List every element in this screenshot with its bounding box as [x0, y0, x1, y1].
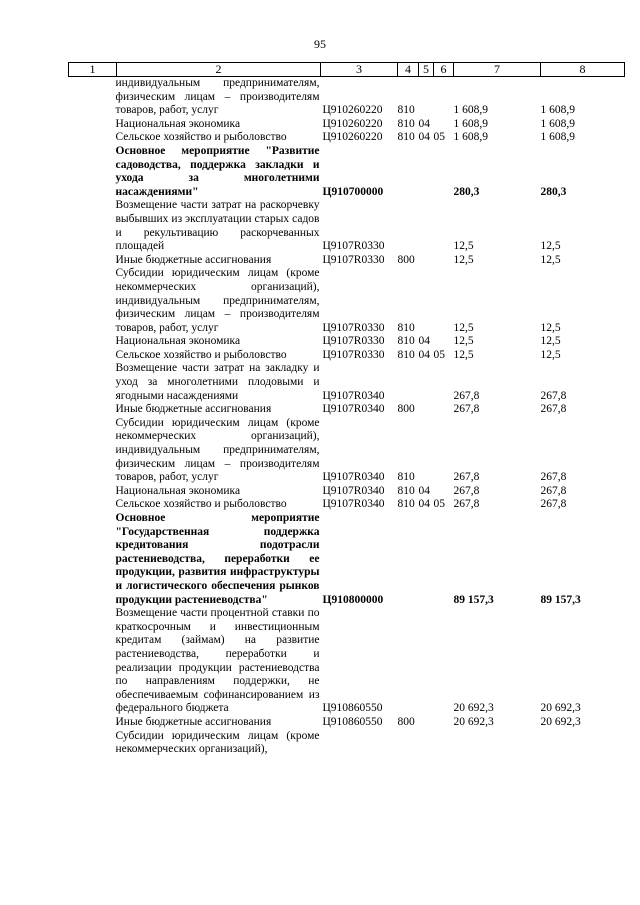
table-body [69, 77, 625, 757]
row-col6 [434, 403, 454, 417]
row-value-col8: 20 692,3 [540, 715, 581, 728]
row-code: Ц9107R0330 [322, 335, 385, 348]
row-col6 [434, 716, 454, 730]
table-row [69, 254, 625, 268]
table-row [69, 335, 625, 349]
row-name: Иные бюджетные ассигнования [115, 253, 272, 266]
table-row [69, 267, 625, 335]
row-col4: 810 [397, 131, 415, 144]
row-col4: 810 [397, 471, 415, 484]
table-row [69, 349, 625, 363]
row-value-col7: 280,3 [453, 185, 480, 198]
row-col6 [434, 335, 454, 349]
table-row [69, 403, 625, 417]
row-code: Ц910260220 [322, 104, 383, 117]
row-value-col8: 280,3 [540, 185, 567, 198]
row-col5 [419, 254, 434, 268]
table-row [69, 716, 625, 730]
row-col5: 04 [418, 131, 430, 144]
column-header-6: 6 [434, 63, 454, 77]
row-code: Ц910700000 [322, 185, 384, 198]
table-row [69, 607, 625, 716]
table-row [69, 362, 625, 403]
row-col4 [398, 512, 419, 607]
row-value-col7: 12,5 [453, 240, 474, 253]
row-name: Субсидии юридическим лицам (кроме некоммерческих организаций), [115, 729, 320, 756]
row-value-col8: 1 608,9 [540, 117, 575, 130]
row-name: Национальная экономика [115, 484, 241, 497]
table-row [69, 730, 625, 757]
row-col6 [434, 607, 454, 716]
row-code: Ц910260220 [322, 131, 383, 144]
table-row [69, 131, 625, 145]
row-col4: 810 [397, 498, 415, 511]
row-name: Возмещение части затрат на раскорчевку выбывших из эксплуатации старых садов и рекультивацию раскорчеванных площадей [115, 199, 320, 253]
row-code: Ц9107R0330 [322, 348, 385, 361]
row-value-col7: 12,5 [453, 335, 474, 348]
row-col6 [434, 730, 454, 757]
row-code: Ц9107R0330 [322, 240, 385, 253]
table-row [69, 498, 625, 512]
row-code: Ц910800000 [322, 593, 384, 606]
row-value-col8: 12,5 [540, 253, 561, 266]
row-value-col7: 267,8 [453, 403, 480, 416]
row-col6 [434, 417, 454, 485]
row-code: Ц9107R0340 [322, 498, 385, 511]
row-col6 [434, 77, 454, 118]
row-col5: 04 [418, 498, 430, 511]
row-col6: 05 [433, 498, 445, 511]
row-name: Сельское хозяйство и рыболовство [115, 131, 287, 144]
row-value-col7: 267,8 [453, 471, 480, 484]
row-value-col7 [454, 730, 541, 757]
row-code: Ц910860550 [322, 715, 383, 728]
row-value-col7: 12,5 [453, 321, 474, 334]
row-name: Иные бюджетные ассигнования [115, 715, 272, 728]
row-value-col8: 12,5 [540, 240, 561, 253]
row-value-col8: 12,5 [540, 348, 561, 361]
row-col5 [419, 77, 434, 118]
row-value-col7: 1 608,9 [453, 131, 488, 144]
row-col6 [434, 485, 454, 499]
row-col5 [419, 417, 434, 485]
row-code: Ц910860550 [322, 702, 383, 715]
row-value-col8: 267,8 [540, 389, 567, 402]
column-header-2: 2 [117, 63, 321, 77]
row-col4 [398, 362, 419, 403]
row-col4 [398, 730, 419, 757]
row-col6 [434, 118, 454, 132]
row-value-col8: 20 692,3 [540, 702, 581, 715]
row-code: Ц910260220 [322, 117, 383, 130]
row-name: Основное мероприятие "Государственная поддержка кредитования подотрасли растениеводства, переработки ее продукции, развития инфраструктуры и логистического обеспечения рынков продукции растениеводства" [115, 512, 320, 606]
row-col5 [419, 512, 434, 607]
row-name: Национальная экономика [115, 335, 241, 348]
row-name: Субсидии юридическим лицам (кроме некоммерческих организаций), индивидуальным предпринимателям, физическим лицам – производителям товаров, работ, услуг [115, 416, 320, 484]
row-value-col8: 12,5 [540, 321, 561, 334]
row-col6 [434, 362, 454, 403]
row-col5: 04 [418, 348, 430, 361]
row-value-col8: 267,8 [540, 484, 567, 497]
row-value-col8: 89 157,3 [540, 593, 581, 606]
table-row [69, 512, 625, 607]
row-code: Ц9107R0340 [322, 471, 385, 484]
column-header-1: 1 [69, 63, 117, 77]
row-col4: 800 [397, 253, 415, 266]
row-col5 [419, 730, 434, 757]
row-col5: 04 [418, 117, 430, 130]
row-col4: 800 [397, 403, 415, 416]
row-col5 [419, 199, 434, 253]
row-name: индивидуальным предпринимателям, физическим лицам – производителям товаров, работ, услуг [115, 77, 320, 117]
row-col6: 05 [433, 131, 445, 144]
column-header-5: 5 [419, 63, 434, 77]
row-col4 [398, 199, 419, 253]
table-row [69, 199, 625, 253]
row-col6: 05 [433, 348, 445, 361]
row-value-col7: 89 157,3 [453, 593, 494, 606]
row-value-col8: 267,8 [540, 471, 567, 484]
row-code: Ц9107R0340 [322, 403, 385, 416]
row-col5: 04 [418, 484, 430, 497]
row-name: Основное мероприятие "Развитие садоводства, поддержка закладки и ухода за многолетними насаждениями" [115, 144, 320, 198]
row-code [321, 730, 398, 757]
column-header-8: 8 [541, 63, 625, 77]
row-value-col7: 20 692,3 [453, 715, 494, 728]
table-row [69, 118, 625, 132]
row-value-col7: 12,5 [453, 253, 474, 266]
row-name: Субсидии юридическим лицам (кроме некоммерческих организаций), индивидуальным предпринимателям, физическим лицам – производителям товаров, работ, услуг [115, 267, 320, 334]
row-value-col7: 1 608,9 [453, 117, 488, 130]
row-col5 [419, 145, 434, 199]
row-col6 [434, 254, 454, 268]
column-header-row [69, 63, 625, 77]
row-col6 [434, 512, 454, 607]
row-col4 [398, 607, 419, 716]
row-col5 [419, 403, 434, 417]
row-col5 [419, 362, 434, 403]
row-value-col8: 1 608,9 [540, 131, 575, 144]
budget-table [68, 62, 625, 757]
row-name: Возмещение части затрат на закладку и уход за многолетними плодовыми и ягодными насаждениями [115, 362, 320, 402]
row-col6 [434, 145, 454, 199]
row-name: Сельское хозяйство и рыболовство [115, 348, 287, 361]
table-row [69, 77, 625, 118]
row-name: Национальная экономика [115, 117, 241, 130]
row-col4: 810 [397, 335, 415, 348]
column-header-4: 4 [398, 63, 419, 77]
row-value-col7: 267,8 [453, 498, 480, 511]
row-col4 [398, 145, 419, 199]
row-name: Возмещение части процентной ставки по краткосрочным и инвестиционным кредитам (займам) на развитие растениеводства, переработки и реализации продукции растениеводства по направлениям поддержки, не обеспечиваемым софинансированием из федерального бюджета [115, 607, 320, 715]
row-value-col8: 267,8 [540, 498, 567, 511]
row-code: Ц9107R0330 [322, 253, 385, 266]
row-col4: 810 [397, 117, 415, 130]
row-value-col8 [541, 730, 625, 757]
page-number: 95 [314, 37, 326, 51]
column-header-7: 7 [454, 63, 541, 77]
row-value-col7: 267,8 [453, 389, 480, 402]
table-row [69, 417, 625, 485]
row-name: Иные бюджетные ассигнования [115, 403, 272, 416]
row-col4: 810 [397, 104, 415, 117]
table-row [69, 485, 625, 499]
row-code: Ц9107R0340 [322, 484, 385, 497]
row-value-col8: 12,5 [540, 335, 561, 348]
row-value-col7: 1 608,9 [453, 104, 488, 117]
table-row [69, 145, 625, 199]
row-code: Ц9107R0340 [322, 389, 385, 402]
row-col4: 800 [397, 715, 415, 728]
row-value-col8: 267,8 [540, 403, 567, 416]
row-col5: 04 [418, 335, 430, 348]
row-value-col7: 20 692,3 [453, 702, 494, 715]
row-col5 [419, 607, 434, 716]
row-col5 [419, 716, 434, 730]
row-col4: 810 [397, 484, 415, 497]
row-col6 [434, 267, 454, 335]
row-value-col7: 12,5 [453, 348, 474, 361]
row-col4: 810 [397, 348, 415, 361]
row-col4: 810 [397, 321, 415, 334]
column-header-3: 3 [321, 63, 398, 77]
row-code: Ц9107R0330 [322, 321, 385, 334]
row-value-col7: 267,8 [453, 484, 480, 497]
row-col6 [434, 199, 454, 253]
row-col5 [419, 267, 434, 335]
row-value-col8: 1 608,9 [540, 104, 575, 117]
row-name: Сельское хозяйство и рыболовство [115, 498, 287, 511]
